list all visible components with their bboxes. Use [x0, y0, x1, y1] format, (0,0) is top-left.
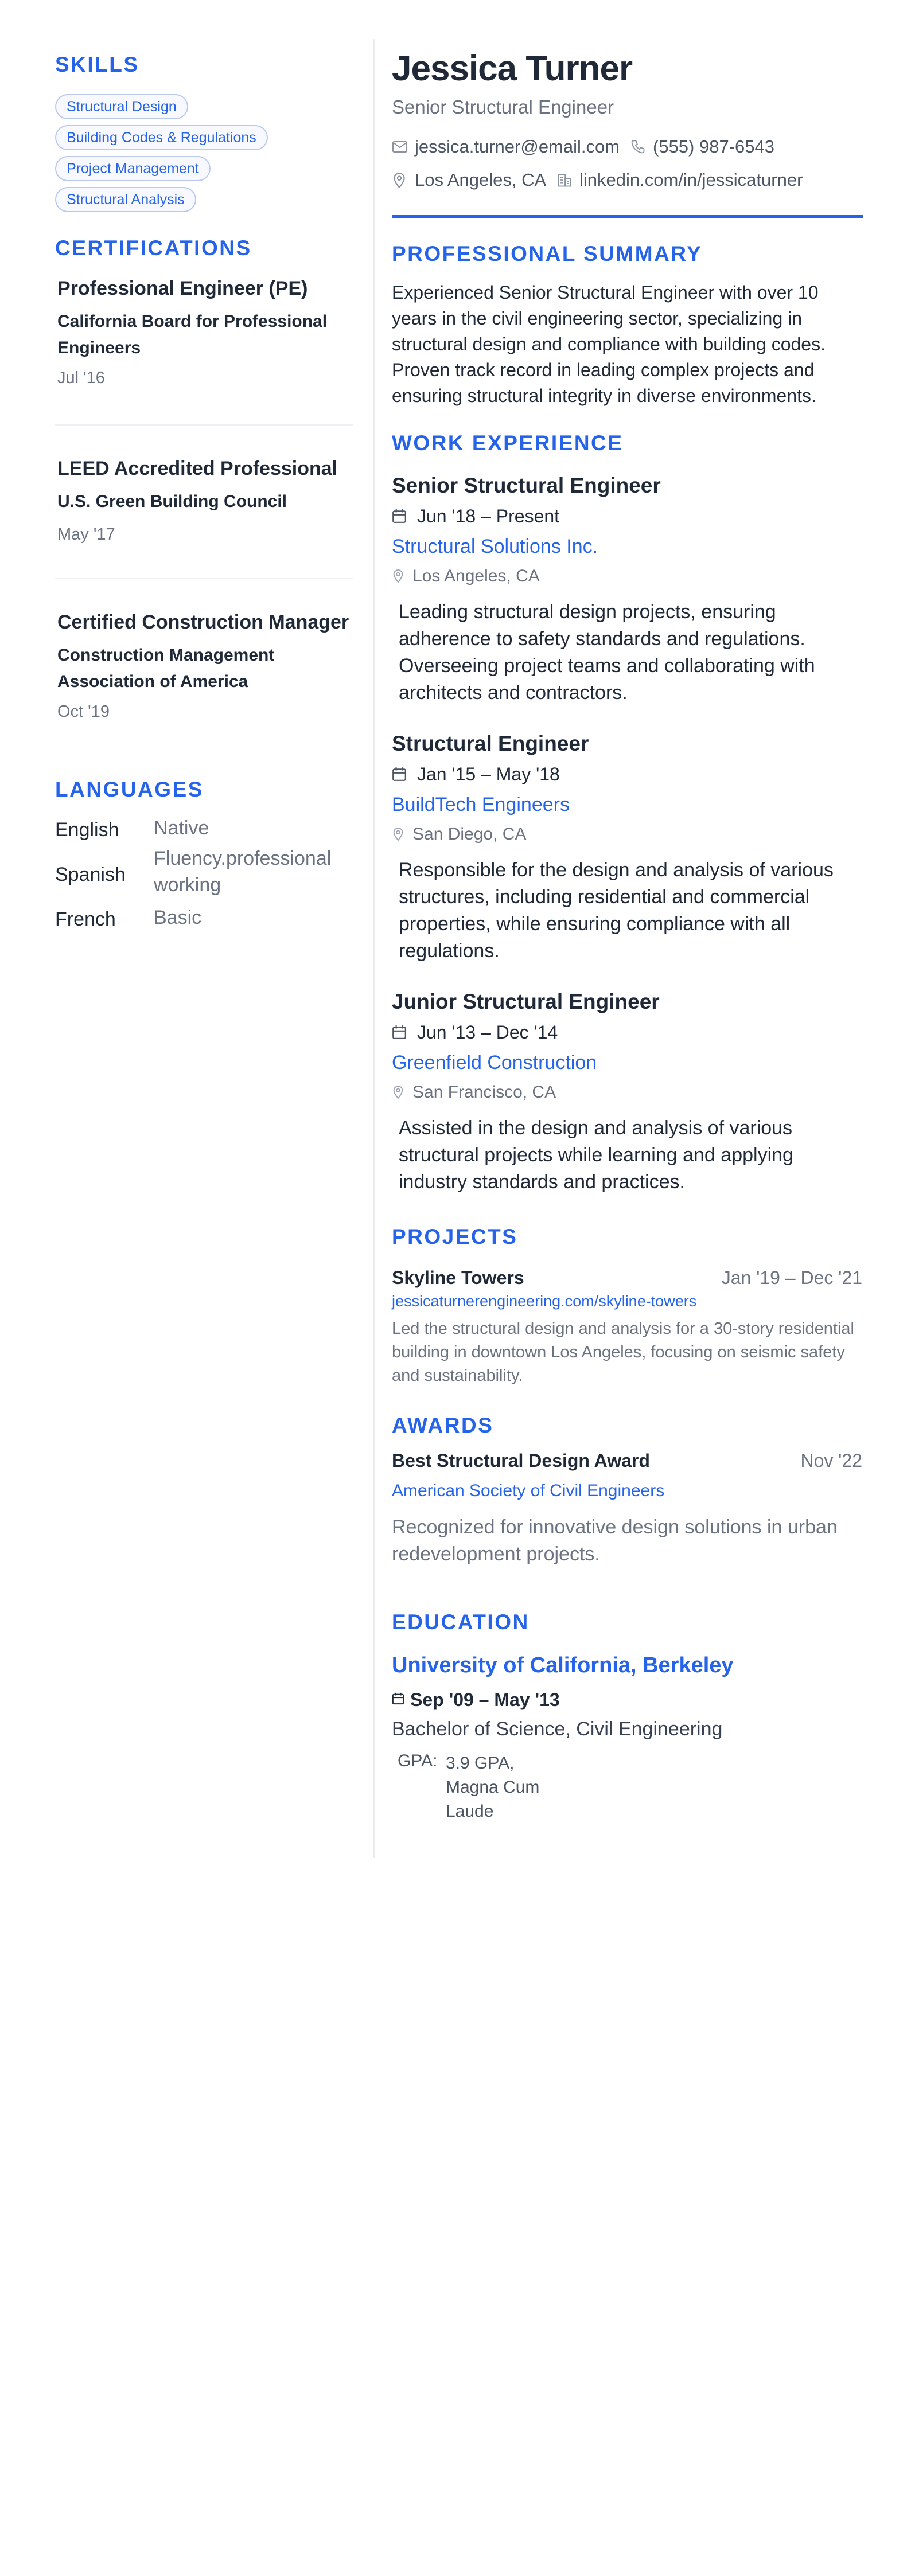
language-name: English [55, 819, 119, 841]
certification-title: Professional Engineer (PE) [57, 278, 308, 299]
gpa-label: GPA: [398, 1751, 438, 1770]
linkedin-link[interactable]: linkedin.com/in/jessicaturner [579, 170, 803, 190]
certification-date: May '17 [57, 525, 115, 544]
calendar-icon [392, 508, 407, 524]
language-name: Spanish [55, 864, 126, 885]
job-location: San Francisco, CA [412, 1083, 556, 1102]
certification-issuer: Construction Management Association of America [57, 646, 275, 691]
job-company: Structural Solutions Inc. [392, 536, 598, 557]
job-description: Assisted in the design and analysis of various structural projects while learning and applying industry standards and practices. [399, 1117, 793, 1193]
header-rule [392, 215, 863, 218]
projects-heading: PROJECTS [392, 1225, 518, 1248]
job-dates: Jan '15 – May '18 [417, 764, 560, 784]
job-location: Los Angeles, CA [412, 567, 540, 586]
job-title: Structural Engineer [392, 732, 589, 755]
skill-chip: Structural Analysis [55, 187, 196, 212]
job-description: Leading structural design projects, ensuring adherence to safety standards and regulations. Overseeing project teams and collaborating with architects and contractors. [399, 601, 815, 704]
job-title: Junior Structural Engineer [392, 990, 660, 1013]
language-level: Native [154, 817, 209, 839]
project-name: Skyline Towers [392, 1267, 524, 1288]
location-pin-icon [392, 827, 404, 842]
job-company: Greenfield Construction [392, 1052, 597, 1074]
skill-chip: Structural Design [55, 94, 188, 119]
certification-date: Oct '19 [57, 702, 110, 721]
certification-title: LEED Accredited Professional [57, 458, 338, 479]
building-icon [556, 172, 573, 188]
education-dates: Sep '09 – May '13 [410, 1689, 560, 1710]
award-organization: American Society of Civil Engineers [392, 1481, 665, 1500]
email-link[interactable]: jessica.turner@email.com [415, 136, 620, 157]
languages-heading: LANGUAGES [55, 778, 204, 801]
language-name: French [55, 908, 116, 930]
location-pin-icon [392, 569, 404, 584]
award-name: Best Structural Design Award [392, 1450, 650, 1471]
project-dates: Jan '19 – Dec '21 [721, 1267, 862, 1288]
skills-heading: SKILLS [55, 53, 139, 76]
candidate-role: Senior Structural Engineer [392, 96, 614, 118]
mail-icon [392, 140, 408, 154]
calendar-icon [392, 1692, 404, 1705]
award-description: Recognized for innovative design solutions in urban redevelopment projects. [392, 1516, 838, 1565]
education-degree: Bachelor of Science, Civil Engineering [392, 1718, 723, 1740]
project-description: Led the structural design and analysis for a 30-story residential building in downtown Los Angeles, focusing on seismic safety and sustainability. [392, 1320, 854, 1385]
language-level: Basic [154, 907, 202, 928]
job-title: Senior Structural Engineer [392, 474, 661, 497]
job-company: BuildTech Engineers [392, 794, 570, 815]
education-school: University of California, Berkeley [392, 1653, 734, 1677]
education-heading: EDUCATION [392, 1610, 530, 1634]
candidate-name: Jessica Turner [392, 49, 633, 88]
location-pin-icon [392, 1085, 404, 1100]
column-divider [373, 39, 375, 1858]
language-level: Fluency.professional working [154, 848, 332, 896]
certification-title: Certified Construction Manager [57, 611, 349, 633]
certification-date: Jul '16 [57, 369, 105, 387]
project-link[interactable]: jessicaturnerengineering.com/skyline-towers [392, 1293, 697, 1310]
certification-divider [55, 424, 353, 426]
award-date: Nov '22 [800, 1450, 862, 1471]
summary-text: Experienced Senior Structural Engineer with over 10 years in the civil engineering sector, specializing in structural design and compliance with building codes. Proven track record in leading complex projects and ensuring structural integrity in diverse environments. [392, 282, 826, 406]
job-description: Responsible for the design and analysis of various structures, including residential and commercial properties, while ensuring compliance with all regulations. [399, 859, 834, 962]
job-location: San Diego, CA [412, 825, 527, 844]
phone-number[interactable]: (555) 987-6543 [653, 136, 774, 157]
skill-chip: Building Codes & Regulations [55, 125, 268, 150]
phone-icon [630, 139, 646, 155]
awards-heading: AWARDS [392, 1414, 494, 1437]
certification-issuer: California Board for Professional Engineers [57, 312, 328, 357]
skill-chip: Project Management [55, 156, 211, 181]
job-dates: Jun '13 – Dec '14 [417, 1022, 558, 1043]
certification-issuer: U.S. Green Building Council [57, 492, 287, 511]
gpa-value: 3.9 GPA, Magna Cum Laude [446, 1754, 540, 1821]
experience-heading: WORK EXPERIENCE [392, 431, 624, 455]
certification-divider [55, 578, 353, 579]
summary-heading: PROFESSIONAL SUMMARY [392, 242, 703, 266]
location-text: Los Angeles, CA [415, 170, 547, 190]
calendar-icon [392, 766, 407, 782]
location-pin-icon [392, 172, 407, 189]
certifications-heading: CERTIFICATIONS [55, 236, 252, 260]
calendar-icon [392, 1024, 407, 1040]
job-dates: Jun '18 – Present [417, 506, 560, 526]
